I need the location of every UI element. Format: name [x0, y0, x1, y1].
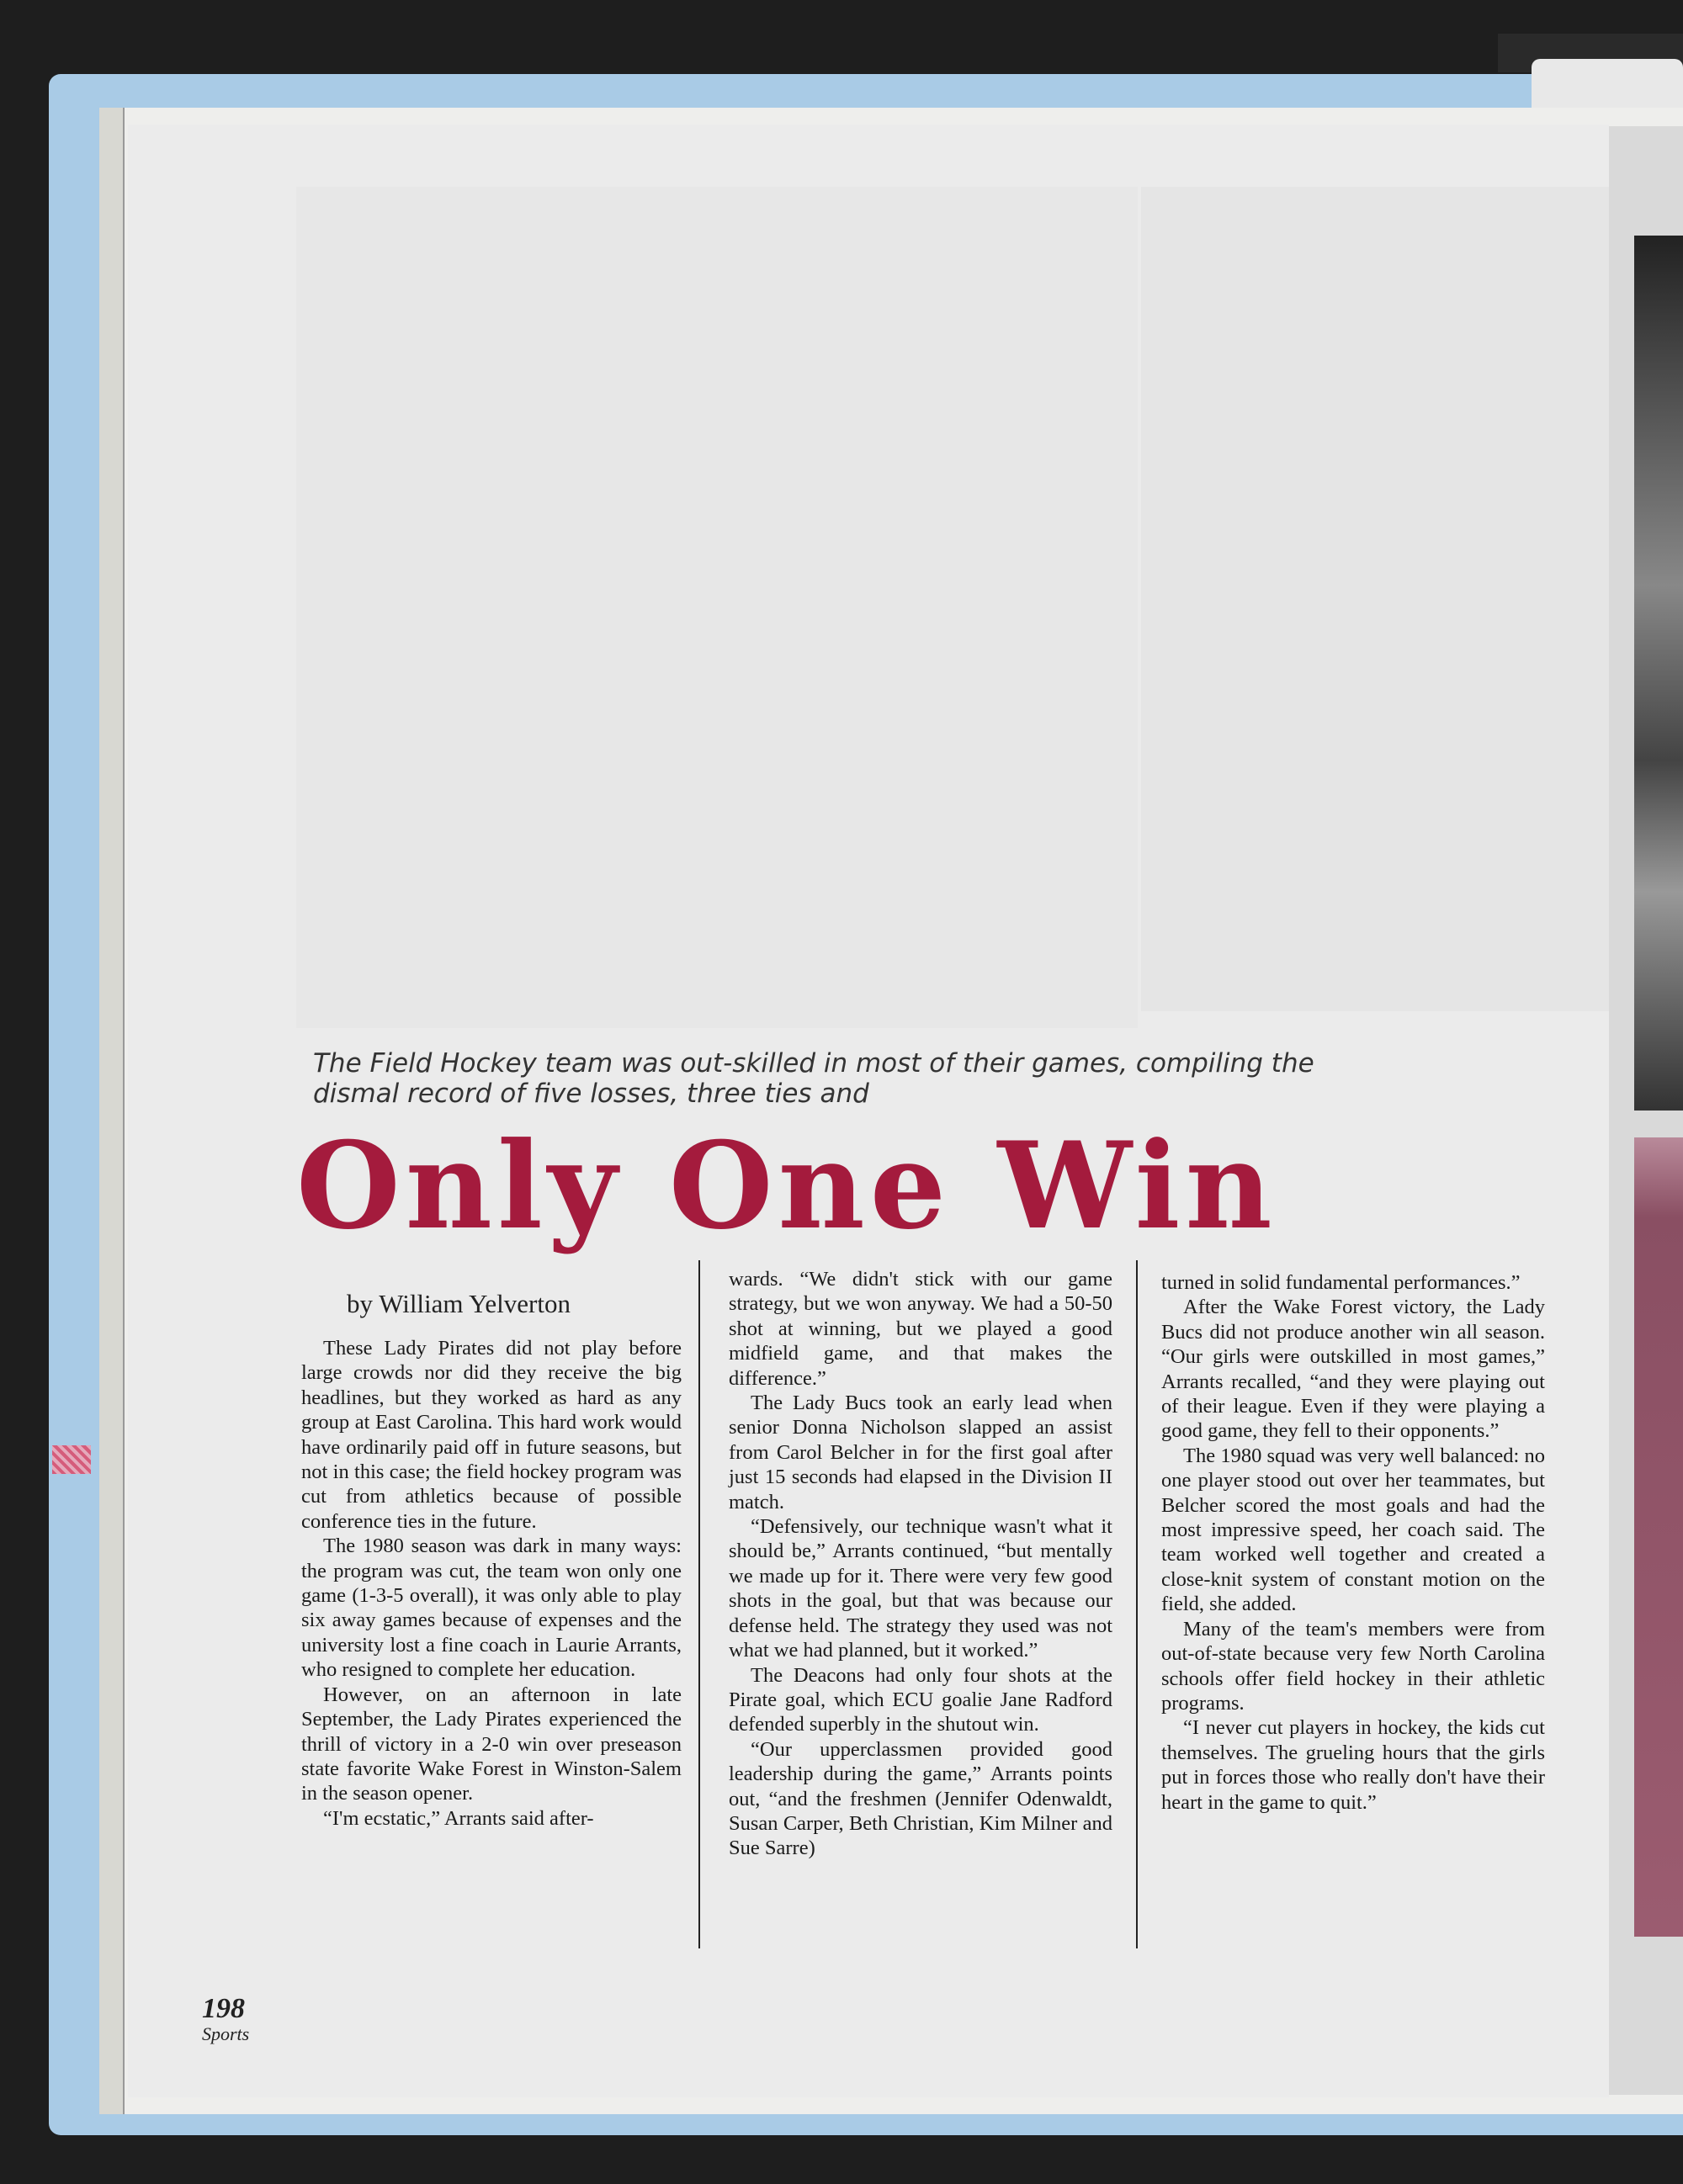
article-column-3 — [1161, 1270, 1545, 1815]
facing-page-photo — [1634, 236, 1683, 1111]
article-deck: The Field Hockey team was out-skilled in most of their games, compiling the dismal record of five losses, three ties and — [313, 1048, 1314, 1109]
paragraph: Many of the team's members were from out-of-state because very few North Carolina schools offer field hockey in their athletic programs. — [1161, 1617, 1545, 1715]
paragraph: However, on an afternoon in late September, the Lady Pirates experienced the thrill of victory in a 2-0 win over preseason state favorite Wake Forest in Winston-Salem in the season opener. — [301, 1683, 682, 1805]
section-label: Sports — [202, 2023, 250, 2044]
paragraph: turned in solid fundamental performances.” — [1161, 1271, 1521, 1294]
article-column-1 — [301, 1336, 682, 1831]
article-headline: Only One Win — [296, 1116, 1277, 1256]
column-divider — [1136, 1260, 1138, 1948]
paragraph: The Deacons had only four shots at the Pirate goal, which ECU goalie Jane Radford defended superbly in the shutout win. — [729, 1663, 1112, 1736]
paragraph: wards. “We didn't stick with our game strategy, but we won anyway. We had a 50-50 shot at winning, but we played a good midfield game, and that makes the difference.” — [729, 1268, 1112, 1390]
paragraph: “Defensively, our technique wasn't what it should be,” Arrants continued, “but mentally we made up for it. There were very few good shots in the goal, but that was because our defense held. The strategy they used was not what we had planned, but it worked.” — [729, 1515, 1112, 1662]
paragraph: The 1980 squad was very well balanced: no one player stood out over her teammates, but Belcher scored the most goals and had the most impressive speed, her coach said. The team worked well together and created a close-knit system of constant motion on the field, she added. — [1161, 1444, 1545, 1616]
bookmark-tab — [52, 1445, 91, 1474]
paragraph: After the Wake Forest victory, the Lady Bucs did not produce another win all season. “Our girls were outskilled in most games,” Arrants recalled, “and they were playing out of their league. Even if they were playing a good game, they fell to their opponents.” — [1161, 1296, 1545, 1443]
faded-photo-right — [1141, 187, 1612, 1011]
faded-photo-left — [296, 187, 1138, 1028]
paragraph: The Lady Bucs took an early lead when senior Donna Nicholson slapped an assist from Carol Belcher in for the first goal after just 15 seconds had elapsed in the Division II match. — [729, 1392, 1112, 1513]
paragraph: “Our upperclassmen provided good leadership during the game,” Arrants points out, “and the freshmen (Jennifer Odenwaldt, Susan Carper, Beth Christian, Kim Milner and Sue Sarre) — [729, 1737, 1112, 1860]
article-column-2 — [729, 1267, 1112, 1861]
page-number: 198 — [202, 1993, 245, 2024]
column-divider — [698, 1260, 700, 1948]
paragraph: “I never cut players in hockey, the kids cut themselves. The grueling hours that the girls put in forces those who really don't have their heart in the game to quit.” — [1161, 1716, 1545, 1814]
paragraph: The 1980 season was dark in many ways: the program was cut, the team won only one game (1-3-5 overall), it was only able to play six away games because of expenses and the university lost a fine coach in Laurie Arrants, who resigned to complete her education. — [301, 1535, 682, 1682]
facing-page-photo-tinted — [1634, 1137, 1683, 1937]
page-folio — [202, 1994, 249, 2044]
paragraph: These Lady Pirates did not play before large crowds nor did they receive the big headlines, but they worked as hard as any group at East Carolina. This hard work would have ordinarily paid off in future seasons, but not in this case; the field hockey program was cut from athletics because of possible conference ties in the future. — [301, 1337, 682, 1533]
paragraph: “I'm ecstatic,” Arrants said after- — [323, 1806, 594, 1830]
article-byline: by William Yelverton — [347, 1289, 571, 1318]
